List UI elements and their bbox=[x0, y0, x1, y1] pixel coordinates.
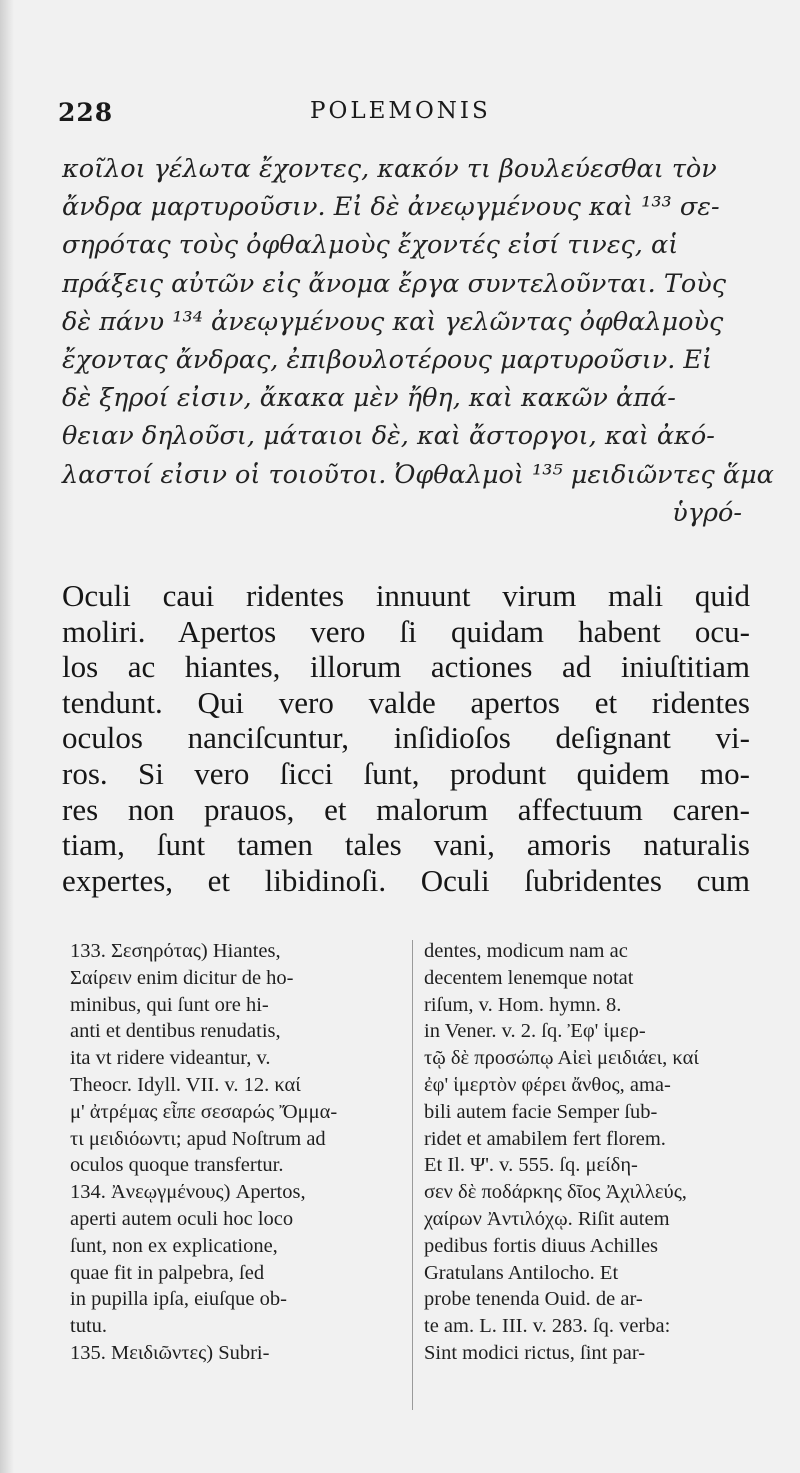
footnote-line: Gratulans Antilocho. Et bbox=[424, 1261, 619, 1284]
latin-line: los ac hiantes, illorum actiones ad iniuſtitiam bbox=[62, 649, 750, 685]
greek-line: πράξεις αὐτῶν εἰς ἄνομα ἔργα συντελοῦνται. Τοὺς bbox=[62, 268, 726, 299]
footnote-line: in pupilla ipſa, eiuſque ob- bbox=[70, 1288, 287, 1311]
greek-line: ἔχοντας ἄνδρας, ἐπιβουλοτέρους μαρτυροῦσιν. Εἰ bbox=[62, 344, 713, 375]
greek-text-block bbox=[62, 150, 774, 532]
footnote-line: χαίρων Ἀντιλόχῳ. Riſit autem bbox=[424, 1207, 670, 1230]
footnote-line: tutu. bbox=[70, 1315, 108, 1338]
greek-catchword: ὑγρό- bbox=[672, 497, 742, 528]
footnote-line: decentem lenemque notat bbox=[424, 966, 634, 989]
greek-line: θειαν δηλοῦσι, μάταιοι δὲ, καὶ ἄστοργοι, καὶ ἀκό- bbox=[62, 421, 715, 452]
footnote-line: ridet et amabilem fert florem. bbox=[424, 1127, 666, 1150]
page-header bbox=[58, 98, 758, 138]
footnote-line: anti et dentibus renudatis, bbox=[70, 1020, 281, 1043]
footnote-line: probe tenenda Ouid. de ar- bbox=[424, 1288, 643, 1311]
footnote-line: ita vt ridere videantur, v. bbox=[70, 1047, 271, 1070]
latin-line: tendunt. Qui vero valde apertos et ridentes bbox=[62, 684, 750, 720]
latin-line: moliri. Apertos vero ſi quidam habent ocu- bbox=[62, 613, 750, 649]
footnote-line: minibus, qui ſunt ore hi- bbox=[70, 993, 269, 1016]
footnote-line: μ' ἀτρέμας εἶπε σεσαρώς Ὄμμα- bbox=[70, 1100, 338, 1123]
footnote-line: oculos quoque transfertur. bbox=[70, 1154, 284, 1177]
footnote-line: Theocr. Idyll. VII. v. 12. καί bbox=[70, 1073, 301, 1096]
latin-line: oculos nanciſcuntur, inſidioſos deſignant vi- bbox=[62, 720, 750, 756]
footnote-line: Σαίρειν enim dicitur de ho- bbox=[70, 966, 294, 989]
column-divider bbox=[412, 940, 413, 1410]
footnote-line: τῷ δὲ προσώπῳ Αἰεὶ μειδιάει, καί bbox=[424, 1047, 699, 1070]
footnote-line: 134. Ἀνεῳγμένους) Apertos, bbox=[70, 1181, 306, 1204]
latin-line: res non prauos, et malorum affectuum caren- bbox=[62, 791, 750, 827]
greek-line: λαστοί εἰσιν οἱ τοιοῦτοι. Ὀφθαλμοὶ ¹³⁵ μειδιῶντες ἅμα bbox=[62, 459, 774, 490]
footnote-line: riſum, v. Hom. hymn. 8. bbox=[424, 993, 622, 1016]
footnotes-right-column bbox=[424, 938, 754, 1367]
footnote-line: ſunt, non ex explicatione, bbox=[70, 1234, 278, 1257]
footnote-line: aperti autem oculi hoc loco bbox=[70, 1207, 294, 1230]
greek-line: σηρότας τοὺς ὀφθαλμοὺς ἔχοντές εἰσί τινες, αἱ bbox=[62, 230, 679, 261]
footnote-line: bili autem facie Semper ſub- bbox=[424, 1100, 658, 1123]
footnote-line: te am. L. III. v. 283. ſq. verba: bbox=[424, 1315, 671, 1338]
footnotes-left-column bbox=[70, 938, 408, 1367]
footnote-line: τι μειδιόωντι; apud Noſtrum ad bbox=[70, 1127, 326, 1150]
greek-line: δὲ ξηροί εἰσιν, ἄκακα μὲν ἤθη, καὶ κακῶν ἀπά- bbox=[62, 383, 676, 414]
latin-line: expertes, et libidinoſi. Oculi ſubridentes cum bbox=[62, 862, 750, 898]
greek-line: δὲ πάνυ ¹³⁴ ἀνεῳγμένους καὶ γελῶντας ὀφθαλμοὺς bbox=[62, 306, 724, 337]
footnote-line: 135. Μειδιῶντες) Subri- bbox=[70, 1341, 270, 1364]
page-number: 228 bbox=[58, 98, 114, 127]
footnote-line: pedibus fortis diuus Achilles bbox=[424, 1234, 659, 1257]
footnote-line: quae fit in palpebra, ſed bbox=[70, 1261, 265, 1284]
footnote-line: σεν δὲ ποδάρκης δῖος Ἀχιλλεύς, bbox=[424, 1181, 687, 1204]
footnote-line: dentes, modicum nam ac bbox=[424, 940, 628, 962]
latin-line: tiam, ſunt tamen tales vani, amoris naturalis bbox=[62, 827, 750, 863]
footnote-line: ἐφ' ἱμερτὸν φέρει ἄνθος, ama- bbox=[424, 1073, 671, 1096]
footnote-line: 133. Σεσηρότας) Hiantes, bbox=[70, 940, 281, 962]
footnote-line: Et Il. Ψ'. v. 555. ſq. μείδη- bbox=[424, 1154, 638, 1177]
greek-line: ἄνδρα μαρτυροῦσιν. Εἰ δὲ ἀνεῳγμένους καὶ ¹³³ σε- bbox=[62, 192, 720, 223]
running-title: POLEMONIS bbox=[310, 98, 491, 124]
latin-line: Oculi caui ridentes innuunt virum mali quid bbox=[62, 578, 750, 613]
footnote-line: in Vener. v. 2. ſq. Ἐφ' ἱμερ- bbox=[424, 1020, 646, 1043]
footnote-line: Sint modici rictus, ſint par- bbox=[424, 1341, 646, 1364]
latin-translation-block bbox=[62, 578, 750, 898]
latin-line: ros. Si vero ſicci ſunt, produnt quidem mo- bbox=[62, 755, 750, 791]
greek-line: κοῖλοι γέλωτα ἔχοντες, κακόν τι βουλεύεσθαι τὸν bbox=[62, 154, 717, 184]
page-gutter-shadow bbox=[0, 0, 14, 1473]
